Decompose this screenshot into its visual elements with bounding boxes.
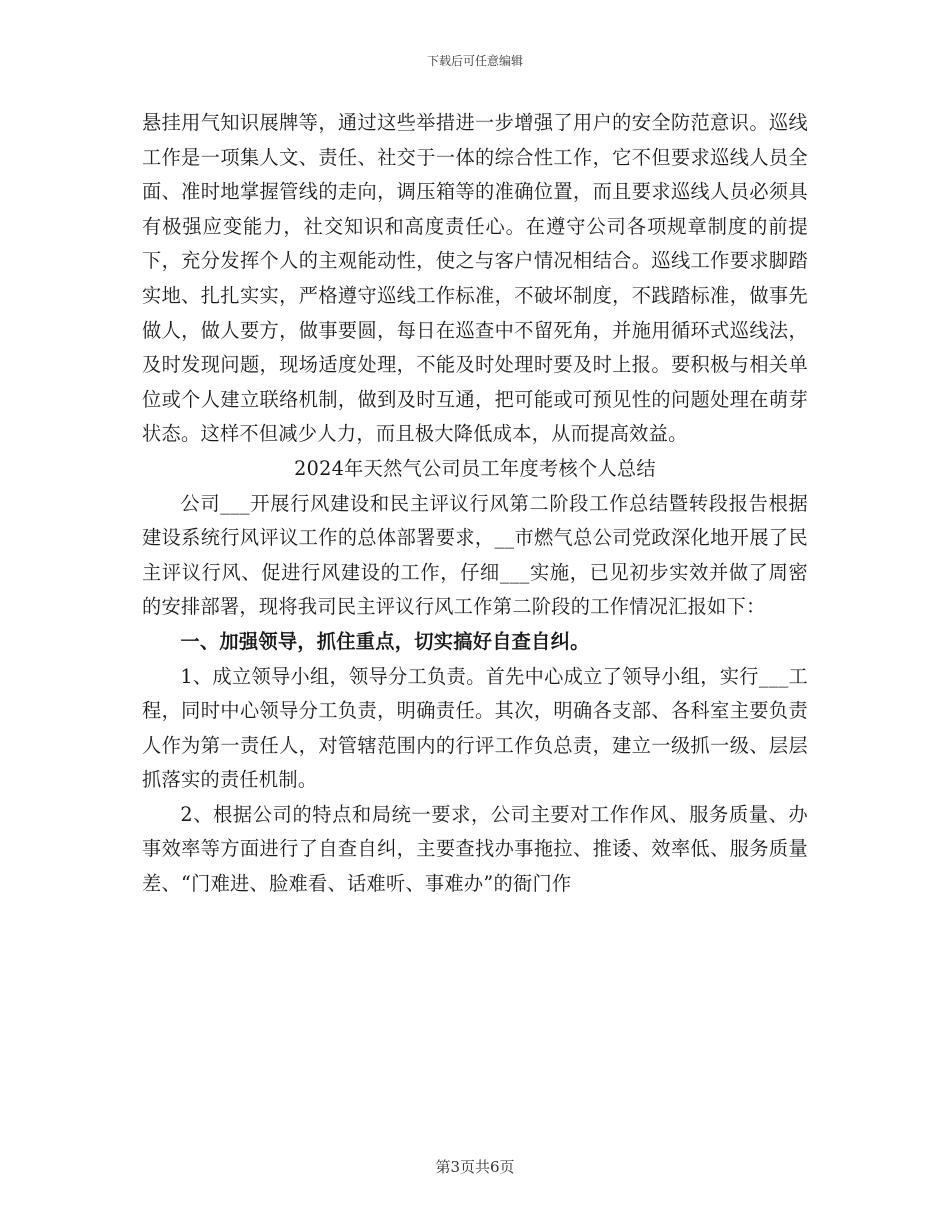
document-body (142, 106, 808, 902)
item-two-paragraph: 2、根据公司的特点和局统一要求，公司主要对工作作风、服务质量、办事效率等方面进行了自查自纠，主要查找办事拖拉、推诿、效率低、服务质量差、“门难进、脸难看、话难听、事难办”的衙门作 (142, 802, 808, 896)
continued-paragraph: 悬挂用气知识展牌等，通过这些举措进一步增强了用户的安全防范意识。巡线工作是一项集人文、责任、社交于一体的综合性工作，它不但要求巡线人员全面、准时地掌握管线的走向，调压箱等的准确位置，而且要求巡线人员必须具有极强应变能力，社交知识和高度责任心。在遵守公司各项规章制度的前提下，充分发挥个人的主观能动性，使之与客户情况相结合。巡线工作要求脚踏实地、扎扎实实，严格遵守巡线工作标准，不破坏制度，不践踏标准，做事先做人，做人要方，做事要圆，每日在巡查中不留死角，并施用循环式巡线法，及时发现问题，现场适度处理，不能及时处理时要及时上报。要积极与相关单位或个人建立联络机制，做到及时互通，把可能或可预见性的问题处理在萌芽状态。这样不但减少人力，而且极大降低成本，从而提高效益。 (142, 111, 808, 446)
page-header: 下载后可任意编辑 (426, 54, 523, 68)
page-number: 第3页共6页 (435, 1158, 515, 1176)
section-title: 2024年天然气公司员工年度考核个人总结 (294, 456, 656, 480)
heading-one: 一、加强领导，抓住重点，切实搞好自查自纠。 (180, 629, 590, 653)
intro-paragraph: 公司___开展行风建设和民主评议行风第二阶段工作总结暨转段报告根据建设系统行风评议工作的总体部署要求，__市燃气总公司党政深化地开展了民主评议行风、促进行风建设的工作，仔细___实施，已见初步实效并做了周密的安排部署，现将我司民主评议行风工作第二阶段的工作情况汇报如下： (142, 491, 808, 619)
item-one-paragraph: 1、成立领导小组，领导分工负责。首先中心成立了领导小组，实行___工程，同时中心领导分工负责，明确责任。其次，明确各支部、各科室主要负责人作为第一责任人，对管辖范围内的行评工作负总责，建立一级抓一级、层层抓落实的责任机制。 (142, 664, 808, 792)
